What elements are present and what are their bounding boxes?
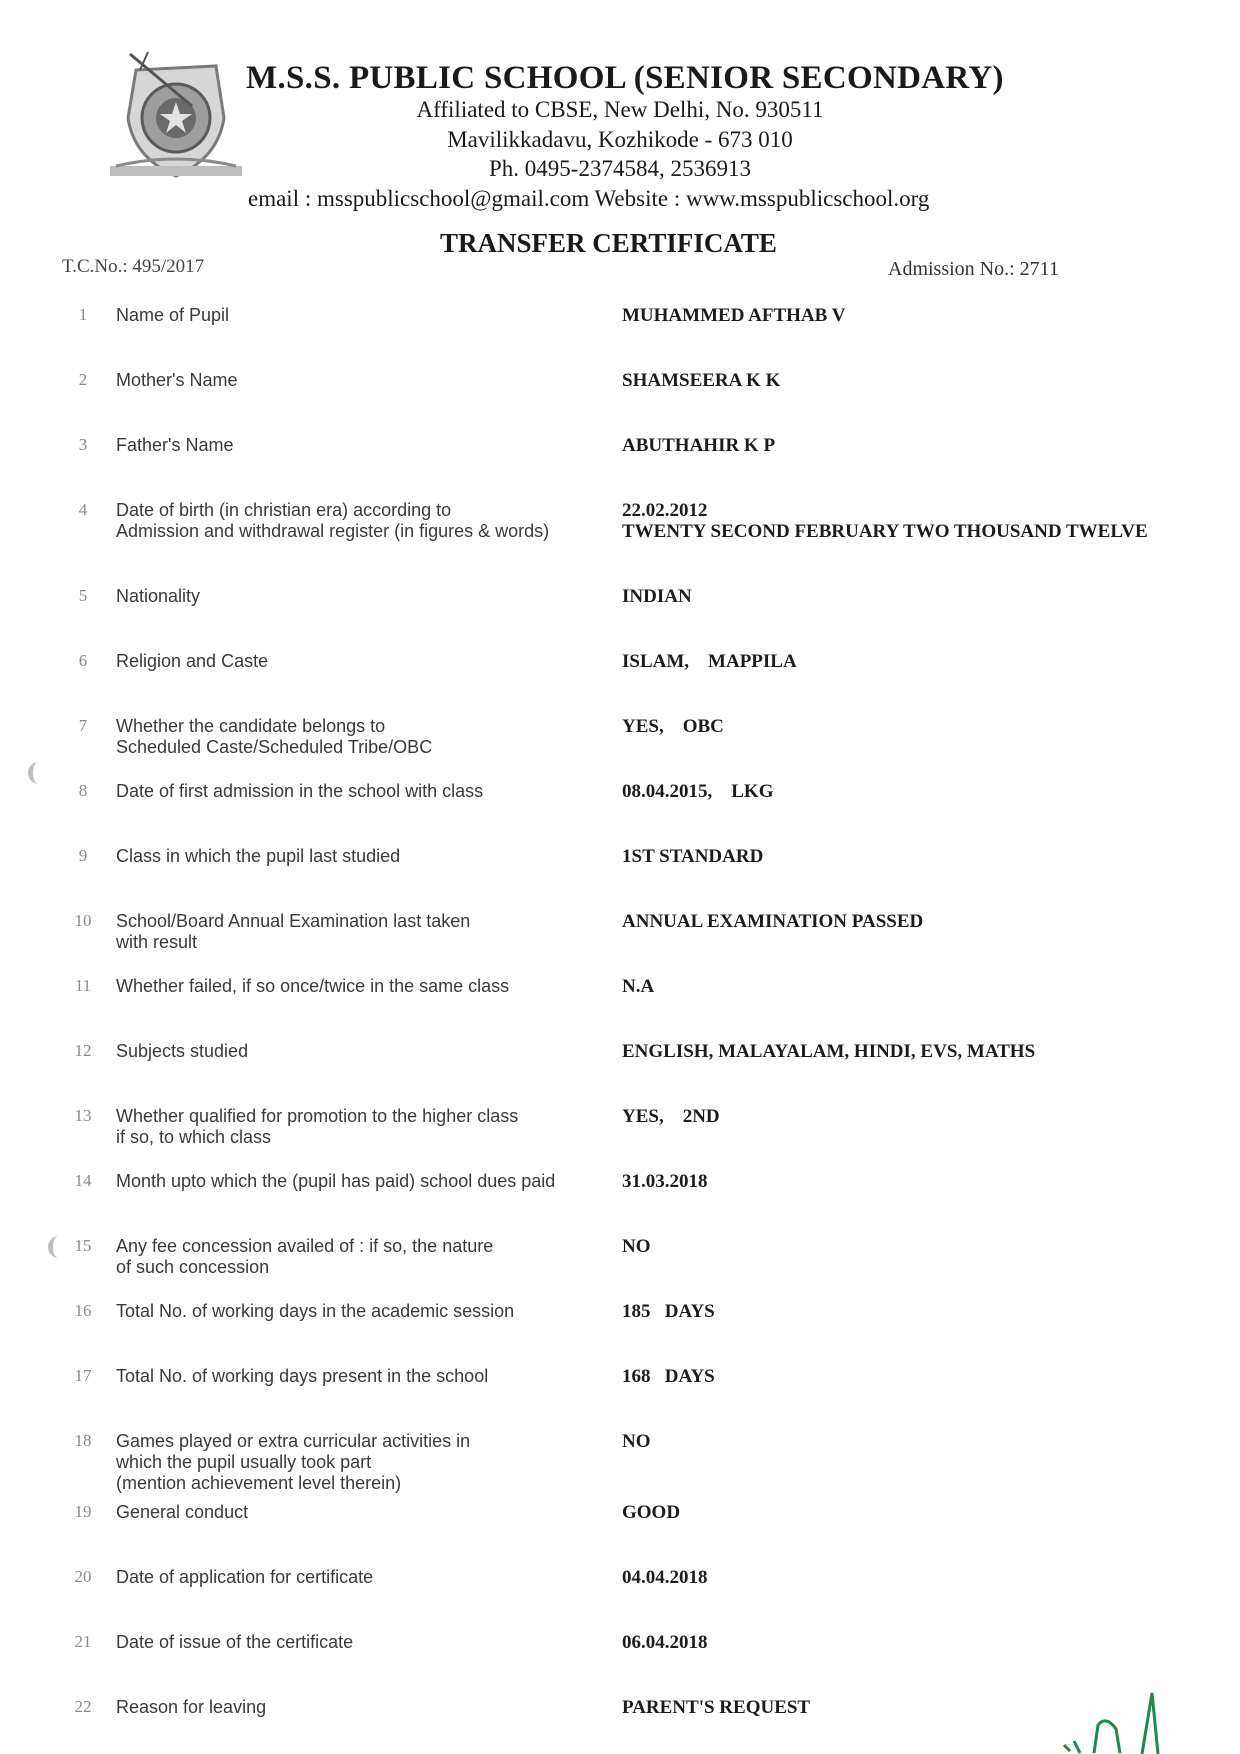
contact-line: email : msspublicschool@gmail.com Website : www.msspublicschool.org xyxy=(248,186,930,211)
field-value-line: 1ST STANDARD xyxy=(622,846,764,867)
field-label-line: Father's Name xyxy=(116,435,234,455)
field-value xyxy=(622,305,1222,326)
address-line: Mavilikkadavu, Kozhikode - 673 010 xyxy=(447,127,793,152)
field-number: 9 xyxy=(78,846,88,865)
field-value-line: PARENT'S REQUEST xyxy=(622,1697,811,1718)
field-label xyxy=(116,716,606,758)
field-label xyxy=(116,781,606,802)
field-label-line: Scheduled Caste/Scheduled Tribe/OBC xyxy=(116,737,433,757)
field-value-line: 22.02.2012 xyxy=(622,500,708,521)
field-value xyxy=(622,781,1222,802)
field-value xyxy=(622,1301,1222,1322)
field-label-line: Games played or extra curricular activities in xyxy=(116,1431,471,1451)
field-label-line: Admission and withdrawal register (in figures & words) xyxy=(116,521,550,541)
field-label xyxy=(116,1301,606,1322)
phone-line: Ph. 0495-2374584, 2536913 xyxy=(489,156,751,181)
field-number: 2 xyxy=(78,370,88,389)
field-number: 19 xyxy=(74,1502,92,1521)
field-label-line: Mother's Name xyxy=(116,370,238,390)
field-number: 3 xyxy=(78,435,88,454)
field-label xyxy=(116,305,606,326)
field-number: 4 xyxy=(78,500,88,519)
field-value-line: 31.03.2018 xyxy=(622,1171,708,1192)
field-label-line: Date of first admission in the school with class xyxy=(116,781,484,801)
field-value-line: TWENTY SECOND FEBRUARY TWO THOUSAND TWELVE xyxy=(622,521,1148,542)
field-number: 6 xyxy=(78,651,88,670)
field-number: 1 xyxy=(78,305,88,324)
field-value xyxy=(622,370,1222,391)
field-label-line: Total No. of working days present in the school xyxy=(116,1366,489,1386)
field-number: 18 xyxy=(74,1431,92,1450)
field-label-line: of such concession xyxy=(116,1257,270,1277)
field-number: 7 xyxy=(78,716,88,735)
field-label xyxy=(116,586,606,607)
field-value-line: INDIAN xyxy=(622,586,692,607)
field-value xyxy=(622,716,1222,737)
field-label xyxy=(116,1431,606,1494)
field-label-line: Total No. of working days in the academic session xyxy=(116,1301,515,1321)
field-label xyxy=(116,1171,606,1192)
field-label-line: Date of birth (in christian era) according to xyxy=(116,500,452,520)
field-label xyxy=(116,1366,606,1387)
field-number: 11 xyxy=(74,976,92,995)
school-name: M.S.S. PUBLIC SCHOOL (SENIOR SECONDARY) xyxy=(246,60,1004,96)
field-label-line: (mention achievement level therein) xyxy=(116,1473,402,1493)
field-label-line: Religion and Caste xyxy=(116,651,269,671)
field-number: 22 xyxy=(74,1697,92,1716)
field-number: 5 xyxy=(78,586,88,605)
field-value-line: GOOD xyxy=(622,1502,681,1523)
field-number: 15 xyxy=(74,1236,92,1255)
field-value xyxy=(622,976,1222,997)
field-label xyxy=(116,911,606,953)
field-value-line: 06.04.2018 xyxy=(622,1632,708,1653)
field-label-line: Class in which the pupil last studied xyxy=(116,846,401,866)
field-label-line: Whether failed, if so once/twice in the same class xyxy=(116,976,510,996)
field-value-line: 08.04.2015, LKG xyxy=(622,781,774,802)
field-label xyxy=(116,500,606,542)
field-value xyxy=(622,651,1222,672)
field-label-line: Whether the candidate belongs to xyxy=(116,716,386,736)
field-value xyxy=(622,1041,1222,1062)
field-label xyxy=(116,651,606,672)
field-label xyxy=(116,976,606,997)
field-number: 10 xyxy=(74,911,92,930)
signature-mark xyxy=(1060,1685,1210,1754)
field-value xyxy=(622,500,1222,542)
field-label-line: Date of issue of the certificate xyxy=(116,1632,354,1652)
field-label-line: Whether qualified for promotion to the higher class xyxy=(116,1106,519,1126)
field-label xyxy=(116,1236,606,1278)
field-value xyxy=(622,1431,1222,1452)
field-label xyxy=(116,435,606,456)
field-label xyxy=(116,846,606,867)
field-value xyxy=(622,1236,1222,1257)
field-value xyxy=(622,1171,1222,1192)
field-value xyxy=(622,1502,1222,1523)
field-value-line: SHAMSEERA K K xyxy=(622,370,781,391)
field-value-line: NO xyxy=(622,1431,651,1452)
field-label-line: Month upto which the (pupil has paid) school dues paid xyxy=(116,1171,556,1191)
field-label-line: Name of Pupil xyxy=(116,305,230,325)
field-number: 17 xyxy=(74,1366,92,1385)
punch-hole-mark xyxy=(28,762,49,784)
field-value xyxy=(622,1567,1222,1588)
field-label xyxy=(116,1567,606,1588)
field-label-line: General conduct xyxy=(116,1502,249,1522)
field-value-line: 168 DAYS xyxy=(622,1366,715,1387)
field-label-line: Reason for leaving xyxy=(116,1697,267,1717)
school-crest-logo xyxy=(96,48,256,188)
field-label xyxy=(116,1502,606,1523)
field-value-line: ABUTHAHIR K P xyxy=(622,435,776,456)
field-label-line: with result xyxy=(116,932,198,952)
field-label xyxy=(116,1632,606,1653)
field-number: 12 xyxy=(74,1041,92,1060)
field-label xyxy=(116,1697,606,1718)
field-number: 16 xyxy=(74,1301,92,1320)
field-label-line: which the pupil usually took part xyxy=(116,1452,372,1472)
field-number: 20 xyxy=(74,1567,92,1586)
field-number: 8 xyxy=(78,781,88,800)
field-label xyxy=(116,370,606,391)
field-label-line: Subjects studied xyxy=(116,1041,249,1061)
tc-number: T.C.No.: 495/2017 xyxy=(62,256,205,277)
field-value xyxy=(622,1366,1222,1387)
field-value xyxy=(622,435,1222,456)
field-value xyxy=(622,1632,1222,1653)
affiliation-line: Affiliated to CBSE, New Delhi, No. 930511 xyxy=(416,97,824,122)
field-label-line: Nationality xyxy=(116,586,201,606)
field-value-line: 04.04.2018 xyxy=(622,1567,708,1588)
field-value-line: YES, 2ND xyxy=(622,1106,720,1127)
field-value-line: ISLAM, MAPPILA xyxy=(622,651,797,672)
field-number: 14 xyxy=(74,1171,92,1190)
admission-number: Admission No.: 2711 xyxy=(888,258,1059,280)
field-value-line: 185 DAYS xyxy=(622,1301,715,1322)
field-label-line: if so, to which class xyxy=(116,1127,272,1147)
field-value-line: NO xyxy=(622,1236,651,1257)
field-label-line: Date of application for certificate xyxy=(116,1567,374,1587)
field-number: 21 xyxy=(74,1632,92,1651)
field-value-line: MUHAMMED AFTHAB V xyxy=(622,305,846,326)
field-label xyxy=(116,1041,606,1062)
certificate-title: TRANSFER CERTIFICATE xyxy=(440,228,777,258)
field-value xyxy=(622,846,1222,867)
field-value xyxy=(622,586,1222,607)
field-value xyxy=(622,1106,1222,1127)
field-value-line: N.A xyxy=(622,976,655,997)
field-label-line: Any fee concession availed of : if so, the nature xyxy=(116,1236,494,1256)
field-value-line: ANNUAL EXAMINATION PASSED xyxy=(622,911,924,932)
field-value-line: YES, OBC xyxy=(622,716,724,737)
field-value xyxy=(622,911,1222,932)
field-label xyxy=(116,1106,606,1148)
field-number: 13 xyxy=(74,1106,92,1125)
field-value-line: ENGLISH, MALAYALAM, HINDI, EVS, MATHS xyxy=(622,1041,1036,1062)
field-label-line: School/Board Annual Examination last taken xyxy=(116,911,471,931)
